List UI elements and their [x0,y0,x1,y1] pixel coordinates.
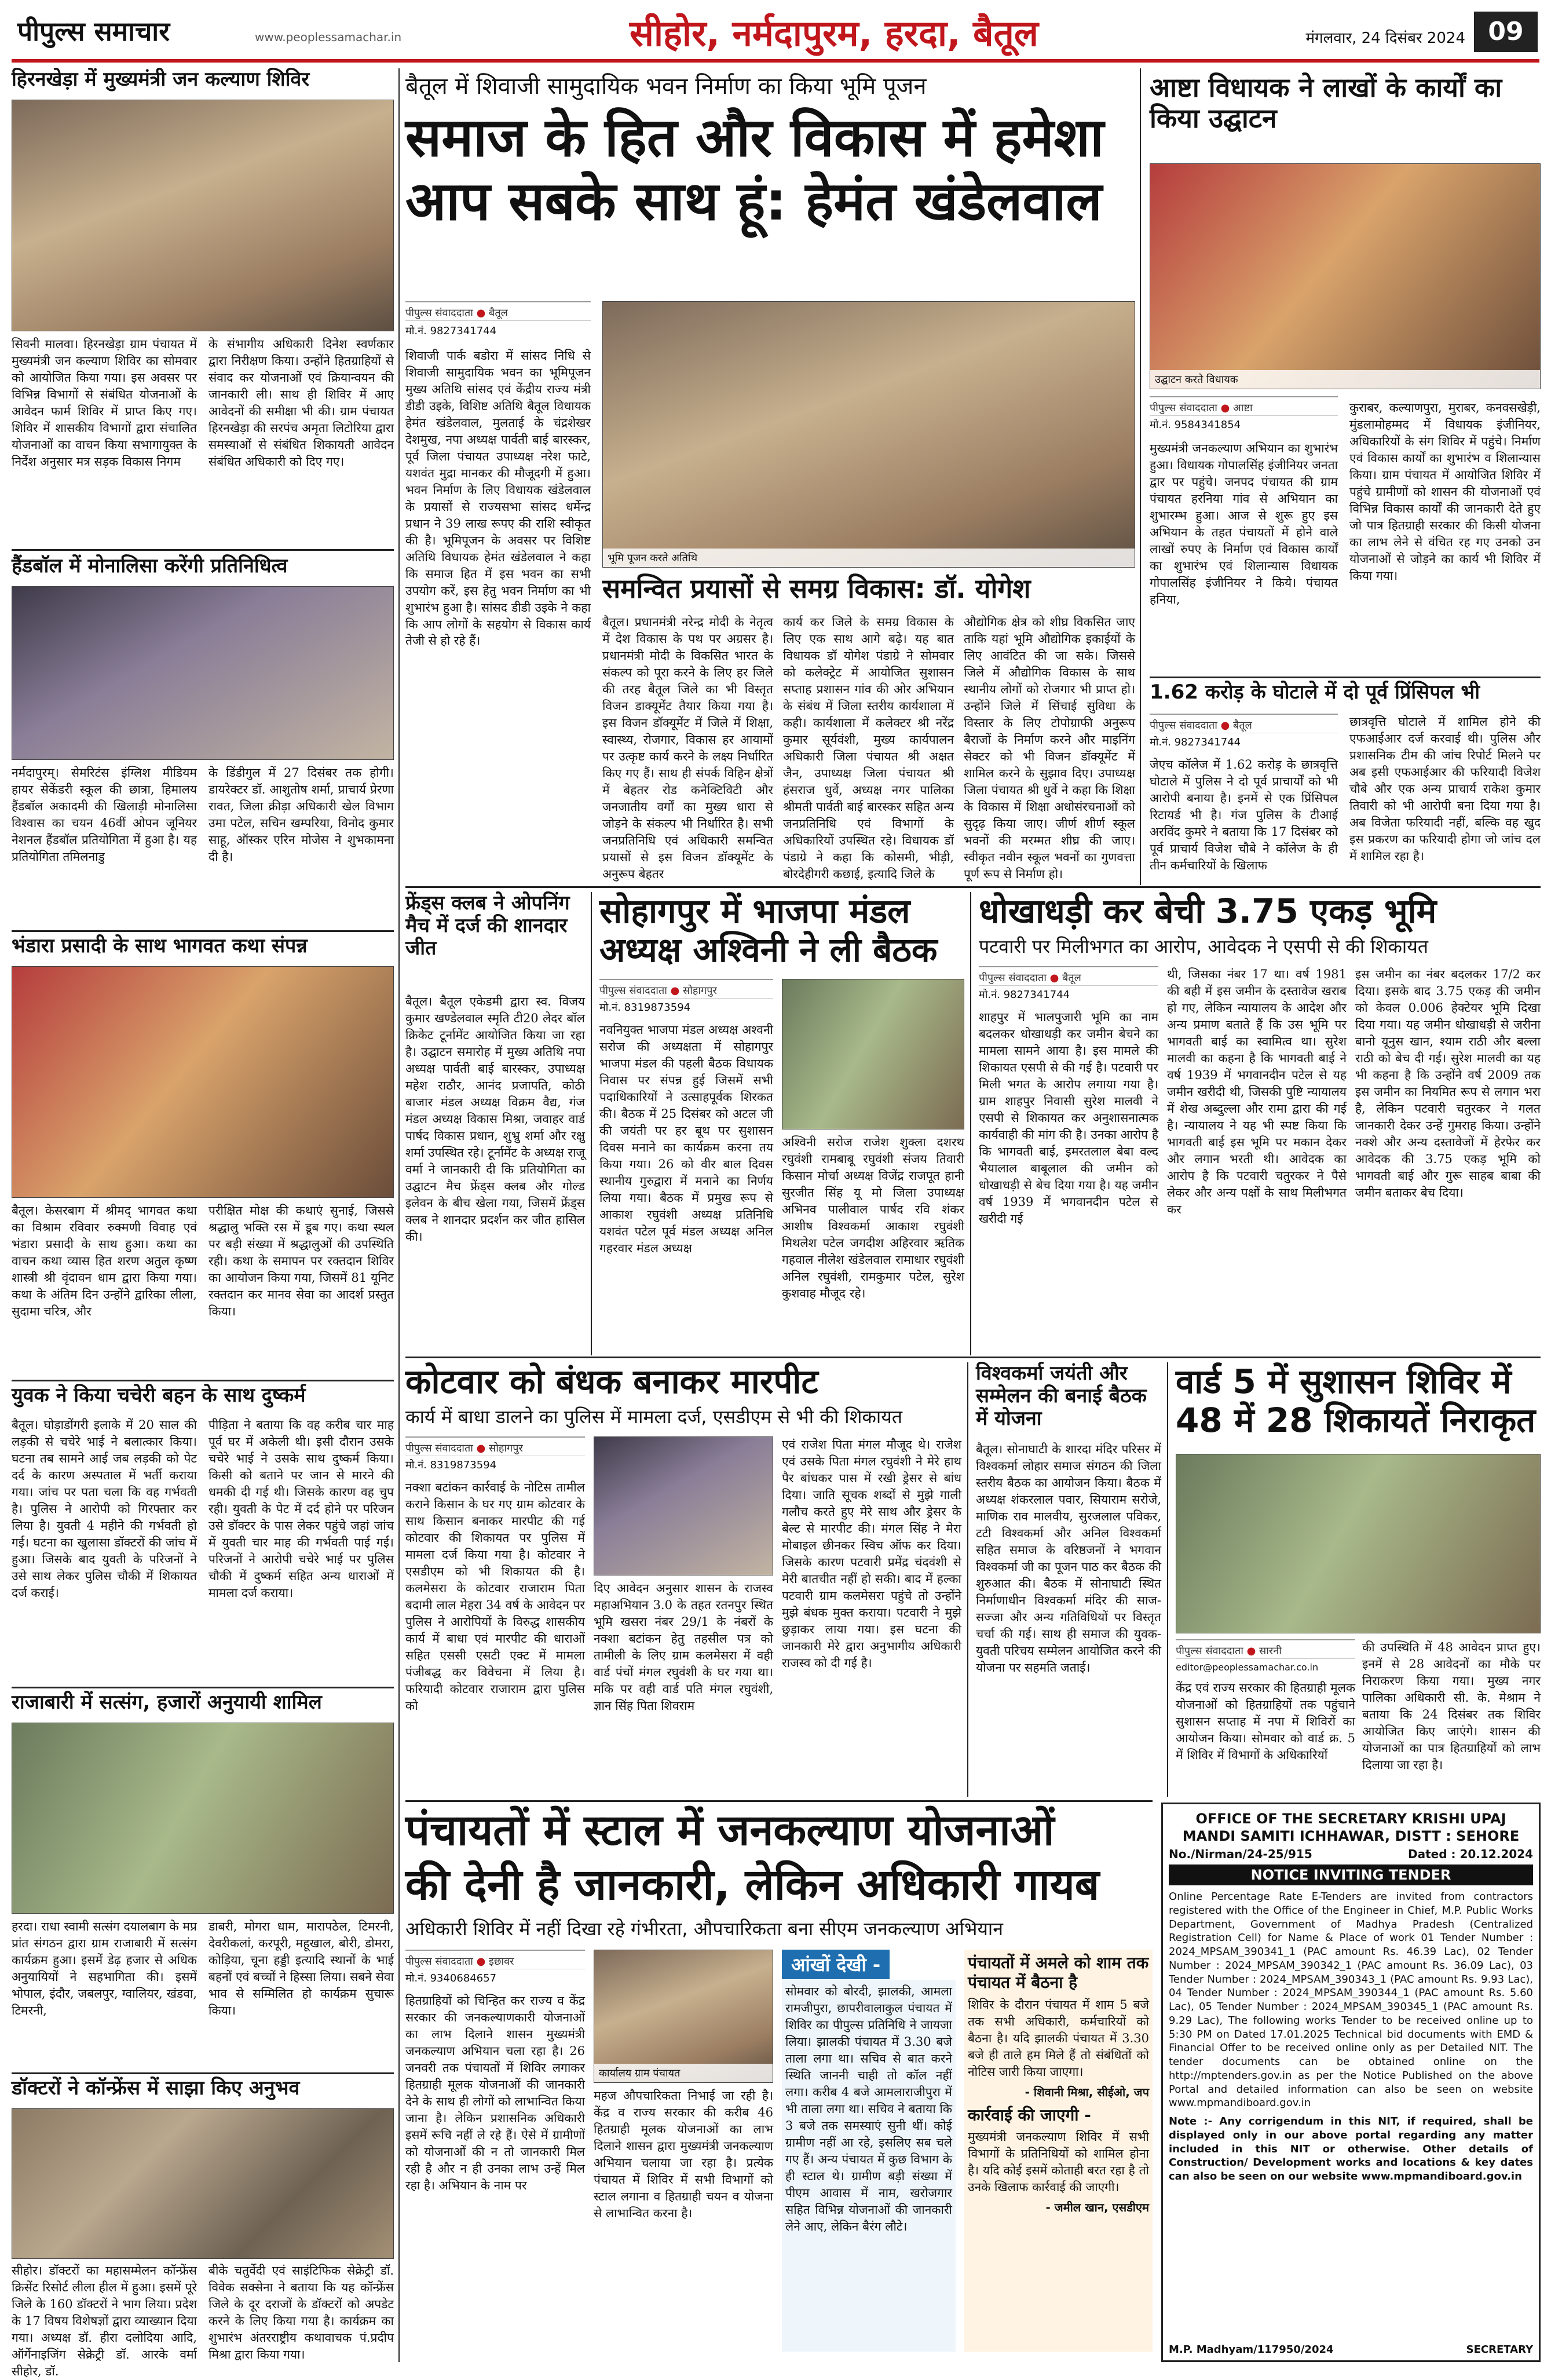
left-column [12,68,394,2378]
column-rule [967,1362,968,1797]
story-body: नर्मदापुरम्। सेमरिटंस इंग्लिश मीडियम हायर सेकेंडरी स्कूल की छात्रा, हिमालय हैंडबॉल अकादमी की खिलाड़ी मोनालिसा विश्वास का चयन 46वीं ओपन जूनियर नेशनल हैंडबॉल प्रतियोगिता में हुआ है। यह प्रतियोगिता तमिलनाडु [12,766,197,864]
lead-headline: समाज के हित और विकास में हमेशा [405,107,1104,169]
story-subheadline: पटवारी पर मिलीभगत का आरोप, आवेदक ने एसपी से की शिकायत [979,935,1429,957]
story-headline: फ्रेंड्स क्लब ने ओपनिंग मैच में दर्ज की शानदार जीत [405,891,570,960]
handball-photo [12,586,394,760]
story-headline: विश्वकर्मा जयंती और सम्मेलन की बनाई बैठक में योजना [976,1362,1147,1431]
panchayat-office-photo [594,1950,773,2083]
story-body: सीहोर। डॉक्टरों का महासम्मेलन कॉन्फ्रेंस क्रिसेंट रिसोर्ट लीला हील में हुआ। इसमें पूरे जिले के 160 डॉक्टरों ने भाग लिया। प्रदेश के 17 विषय विशेषज्ञों द्वारा व्याख्यान दिया गया। अध्यक्ष डॉ. हीरा दलोदिया आदि, ऑर्गेनाइजिंग सेक्रेट्री डॉ. आरके वर्मा सीहोर, डॉ. [12,2264,197,2378]
tender-date: Dated : 20.12.2024 [1408,1847,1533,1861]
story-body: मुख्यमंत्री जनकल्याण अभियान का शुभारंभ हुआ। विधायक गोपालसिंह इंजीनियर जनता द्वार पर पहुंचे। जनपद पंचायत की ग्राम पंचायत हरनिया गांव से अभियान का शुभारम्भ हुआ। आज से शुरू हुए इस अभियान के तहत पंचायतों में होने वाले लाखों रुपए के निर्माण एवं विकास कार्यों का शुभारंभ एवं शिलान्यास विधायक गोपालसिंह इंजीनियर ने किये। पंचायत हनिया, [1150,441,1338,606]
page-number: 09 [1474,12,1538,52]
masthead-rule [12,59,1539,63]
byline-mobile: मो.नं. 9827341744 [979,989,1070,1001]
box-credit: - जमील खान, एसडीएम [1045,2200,1149,2214]
lead-body: शिवाजी पार्क बडोरा में सांसद निधि से शिवाजी सामुदायिक भवन का भूमिपूजन मुख्य अतिथि सांसद एवं केंद्रीय राज्य मंत्री डीडी उइके, विशिष्ट अतिथि बैतूल विधायक हेमंत खंडेलवाल, मुलताई के चंद्रशेखर देशमुख, नपा अध्यक्ष पार्वती बाई बारस्कर, पूर्व जिला पंचायत उपाध्यक्ष नरेश फाटे, यशवंत मुद्रा मानकर की मौजूदगी में हुआ। भवन निर्माण के लिए विधायक खंडेलवाल के प्रयासों से राज्यसभा सांसद धर्मेन्द्र प्रधान ने 39 लाख रूपए की राशि स्वीकृत की है। भूमिपूजन के अवसर पर विशिष्ट अतिथि विधायक हेमंत खंडेलवाल ने कहा कि समाज हित में इस भवन का सभी उपयोग करें, इस हेतु भवन निर्माण का भी शुभारंभ हुआ है। सांसद डीडी उइके ने कहा कि आप लोगों के सहयोग से विकास कार्य तेजी से हो रहे हैं। [405,349,591,648]
byline-dateline: बैतूल [1062,972,1081,984]
official-quotes-box [964,1950,1153,2352]
column-rule [591,892,592,1355]
story-body: थी, जिसका नंबर 17 था। वर्ष 1981 की बही में इस जमीन के दस्तावेज खराब हो गए, लेकिन न्यायालय के आदेश और अन्य प्रमाण बताते हैं कि उस भूमि पर भागवती बाई का स्वामित्व था। सुरेश मालवी का कहना है कि भागवती बाई ने वर्ष 1939 में भगवानदीन पटेल से यह जमीन खरीदी थी, जिसकी पुष्टि न्यायालय में शेख अब्दुल्ला और रामा द्वारा की गई है। न्यायालय ने यह भी स्पष्ट किया कि भागवती बाई इस भूमि पर मकान देकर और लगान भरती थी। आवेदक का आरोप है कि पटवारी चतुरकर ने पैसे लेकर और अन्य पक्षों के साथ मिलीभगत कर [1167,967,1347,1216]
bullet-icon: ● [1220,402,1234,414]
eyewitness-body: सोमवार को बोरदी, झालकी, आमला रामजीपुरा, छापरीवालाकुल पंचायत में शिविर का पीपुल्स प्रतिनिधि ने जायजा लिया। झालकी पंचायत में 3.30 बजे ताला लगा था। सचिव से बात करने स्थिति जाननी चाही तो कॉल नहीं लगा। करीब 4 बजे आमलाराजीपुरा में भी ताला लगा था। सचिव ने बताया कि 3 बजे तक समस्याएं सुनी थीं। कोई ग्रामीण नहीं आ रहे, इसलिए सब चले गए हैं। अन्य पंचायत में कुछ विभाग के ही स्टाल थे। ग्रामीण बड़ी संख्या में पीएम आवास में नाम, खरोजगार सहित विभिन्न योजनाओं की जानकारी लेने आए, लेकिन बैरंग लौटे। [782,1980,956,2352]
story-body: सिवनी मालवा। हिरनखेड़ा ग्राम पंचायत में मुख्यमंत्री जन कल्याण शिविर का सोमवार को आयोजित किया गया। इस अवसर पर विभिन्न विभागों से संबंधित योजनाओं के आवेदन फार्म शिविर में प्राप्त किए गए। शिविर में शासकीय विभागों द्वारा संचालित योजनाओं का वाचन किया सभागायुक्त के निर्देश अनुसार मत्र सड़क विकास निगम [12,337,197,469]
byline-dateline: बैतूल [489,307,508,319]
ward5-camp-photo [1176,1454,1541,1633]
column-rule [1140,68,1141,885]
story-headline: हैंडबॉल में मोनालिसा करेंगी प्रतिनिधित्व [12,554,288,577]
divider [1150,677,1541,678]
story-headline: भंडारा प्रसादी के साथ भागवत कथा संपन्न [12,934,308,957]
column-rule [398,68,400,2362]
story-body: बीके चतुर्वेदी एवं साइंटिफिक सेक्रेट्री डॉ. विवेक सक्सेना ने बताया कि यह कॉन्फ्रेंस जिले के दूर दराजों के डॉक्टरों को अपडेट करने के लिए किया गया है। कार्यक्रम का शुभारंभ अंतरराष्ट्रीय कथावाचक पं.प्रदीप मिश्रा द्वारा किया गया। [208,2264,394,2361]
story-subheadline: कार्य में बाधा डालने का पुलिस में मामला दर्ज, एसडीएम से भी की शिकायत [405,1406,902,1428]
satsang-photo [12,1723,394,1914]
lead-headline: आप सबके साथ हूं: हेमंत खंडेलवाल [405,170,1102,232]
story-body: दिए आवेदन अनुसार शासन के राजस्व महाअभियान 3.0 के तहत रतनपुर स्थित भूमि खसरा नंबर 29/1 के नंबरों के नक्शा बटांकन हेतु तहसील पत्र को तामीली के लिए ग्राम कलमेसरा में वही वार्ड पंचों मंगल रघुवंशी के घर गया था। मकि पर वही वार्ड पति मंगल रघुवंशी, ज्ञान सिंह पिता शिवराम [594,1581,773,1713]
sohagpur-meeting-photo [782,979,964,1129]
tender-footer-ref: M.P. Madhyam/117950/2024 [1169,2344,1334,2356]
bottom-headline: पंचायतों में स्टाल में जनकल्याण योजनाओं [405,1805,1055,1855]
doctors-conference-photo [12,2108,394,2259]
tender-office: MANDI SAMITI ICHHAWAR, DISTT : SEHORE [1182,1828,1520,1844]
divider [12,1687,394,1688]
tender-footer [1169,2344,1533,2356]
photo-caption: भूमि पूजन करते अतिथि [603,549,1135,567]
story-body: की उपस्थिति में 48 आवेदन प्राप्त हुए। इनमें से 28 आवेदनों का मौके पर निराकरण किया गया। मुख्य नगर पालिका अधिकारी सी. के. मेश्राम ने बताया कि 24 दिसंबर तक शिविर आयोजित किए जाएंगे। शासन की योजनाओं का पात्र हितग्राहियों को लाभ दिलाया जा रहा है। [1362,1640,1541,1772]
tender-body: Online Percentage Rate E-Tenders are invited from contractors registered with the Office of the Engineer in Chief, M.P. Public Works Department, Government of Madhya Pradesh (Centralized Registration Cell) for Name & Place of work 01 Tender Number : 2024_MPSAM_390341_1 (PAC amount Rs. 46.39 Lac), 02 Tender Number : 2024_MPSAM_390342_1 (PAC amount Rs. 36.09 Lac), 03 Tender Number : 2024_MPSAM_390343_1 (PAC amount Rs. 9.93 Lac), 04 Tender Number : 2024_MPSAM_390344_1 (PAC amount Rs. 5.60 Lac), 05 Tender Number : 2024_MPSAM_390345_1 (PAC amount Rs. 9.29 Lac), The following works Tender to be received online up to 5:30 PM on Dated 17.01.2025 Technical bid documents with EMD & Financial Offer to be received online only as per Detailed NIT. The tender documents can be obtained online on the http://mptenders.gov.in as per the Notice Published on the above Portal and detailed information can also be seen on website www.mpmandiboard.gov.in [1169,1891,1533,2110]
box-title: कार्रवाई की जाएगी - [968,2105,1091,2125]
bullet-icon: ● [1220,719,1234,732]
byline [405,1436,585,1456]
story-body: नक्शा बटांकन कार्रवाई के नोटिस तामील कराने किसान के घर गए ग्राम कोटवार के साथ किसान बनाकर मारपीट की गई कोटवार की शिकायत पर पुलिस में मामला दर्ज किया गया है। कोटवार ने एसडीएम को भी शिकायत की है। कलमेसरा के कोटवार राजाराम पिता बदामी लाल मेहरा 34 वर्ष के आवेदन पर पुलिस ने आरोपियों के विरुद्ध शासकीय कार्य में बाधा एवं मारपीट की धाराओं सहित एससी एसटी एक्ट में मामला पंजीबद्ध कर विवेचना में लिया है। फरियादी कोटवार राजाराम द्वारा पुलिस को [405,1480,585,1713]
tender-notice [1161,1803,1541,2362]
divider [405,1357,1541,1358]
bottom-headline: की देनी है जानकारी, लेकिन अधिकारी गायब [405,1860,1099,1910]
photo-caption: उद्घाटन करते विधायक [1150,370,1540,389]
story-headline: वार्ड 5 में सुशासन शिविर में 48 में 28 शिकायतें निराकृत [1176,1362,1536,1440]
story-headline: हिरनखेड़ा में मुख्यमंत्री जन कल्याण शिविर [12,68,310,91]
byline-reporter: पीपुल्स संवाददाता [1176,1645,1243,1657]
byline-mobile: मो.नं. 9827341744 [1150,736,1241,748]
box-title: पंचायतों में अमले को शाम तक पंचायत में बैठना है [968,1953,1149,1992]
story-body: जेएच कॉलेज में 1.62 करोड़ के छात्रवृत्ति घोटाले में पुलिस ने दो पूर्व प्राचार्यों को भी आरोपी बनाया है। इनमें से एक प्रिंसिपल रिटायर्ड भी है। गंज पुलिस के टीआई अरविंद कुमरे ने बताया कि 17 दिसंबर को पूर्व प्राचार्य विजेश चौबे ने कॉलेज के ही तीन कर्मचारियों के खिलाफ [1150,758,1338,872]
tender-notice-title: NOTICE INVITING TENDER [1169,1864,1533,1885]
story-body: बैतूल। घोड़ाडोंगरी इलाके में 20 साल की लड़की से चचेरे भाई ने बलात्कार किया। घटना तब सामने आई जब लड़की को पेट दर्द के कारण अस्पताल में भर्ती कराया गया। जांच पर पता चला कि वह गर्भवती है। पुलिस ने आरोपी को गिरफ्तार कर लिया है। युवती 4 महीने की गर्भवती हो गई। घटना का खुलासा डॉक्टरों की जांच में हुआ। जिसके बाद युवती के परिजनों ने उसे साथ लेकर पुलिस चौकी में शिकायत दर्ज कराई। [12,1418,197,1600]
masthead-brand: पीपुल्स समाचार [17,16,170,47]
byline-dateline: बैतूल [1233,719,1252,732]
byline-reporter: पीपुल्स संवाददाता [1150,402,1217,414]
tender-office: OFFICE OF THE SECRETARY KRISHI UPAJ [1195,1811,1506,1827]
byline-reporter: पीपुल्स संवाददाता [405,1955,473,1968]
eyewitness-label: आंखों देखी - [782,1950,890,1979]
story-body: डाबरी, मोगरा धाम, मारापठेल, टिमरनी, देवरीकलां, करपूरी, महूखाल, बोरी, डोमरा, कोड़िया, चूना हड्डी इत्यादि स्थानों के भाई बहनों एवं बच्चों ने हिस्सा लिया। सबने सेवा भाव से सम्मिलित हो कार्यक्रम सुचारू किया। [208,1920,394,2017]
camp-photo [12,100,394,331]
divider [12,2072,394,2074]
byline-reporter: पीपुल्स संवाददाता [599,985,667,997]
divider [405,1800,1153,1802]
photo-caption: कार्यालय ग्राम पंचायत [594,2064,773,2082]
story-headline: धोखाधड़ी कर बेची 3.75 एकड़ भूमि [979,891,1437,931]
story-body: नवनियुक्त भाजपा मंडल अध्यक्ष अश्वनी सरोज की अध्यक्षता में सोहागपुर भाजपा मंडल की पहली बैठक विधायक निवास पर संपन्न हुई जिसमें सभी पदाधिकारियों ने उत्साहपूर्वक शिरकत की। बैठक में 25 दिसंबर को अटल जी की जयंती पर हर बूथ पर सुशासन दिवस मनाने का कार्यक्रम करना तय किया गया। 26 को वीर बाल दिवस स्थानीय गुरुद्वारा में मनाने का निर्णय लिया गया। बैठक में प्रमुख रूप से आकाश रघुवंशी अध्यक्ष प्रतिनिधि यशवंत पटेल पूर्व मंडल अध्यक्ष अनिल गहरवार मंडल अध्यक्ष [599,1023,773,1255]
kotwar-photo [594,1436,773,1575]
story-headline: आष्टा विधायक ने लाखों के कार्यों का किया उद्घाटन [1150,72,1502,134]
bhagwat-katha-photo [12,966,394,1198]
story-body: हरदा। राधा स्वामी सत्संग दयालबाग के मप्र प्रांत संगठन द्वारा ग्राम राजाबारी में सत्संग कार्यक्रम हुआ। इसमें डेढ़ हजार से अधिक अनुयायियों ने सहभागिता की। इसमें भोपाल, इंदौर, जबलपुर, ग्वालियर, खंडवा, टिमरनी, [12,1920,197,2017]
lead-kicker: बैतूल में शिवाजी सामुदायिक भवन निर्माण का किया भूमि पूजन [405,73,927,100]
column-rule [1167,1362,1168,1797]
bullet-icon: ● [476,1442,489,1454]
story-body: इस जमीन का नंबर बदलकर 17/2 कर दिया। इसके बाद 3.75 एकड़ की जमीन को केवल 0.006 हेक्टेयर भूमि दिखा दिया गया। यह जमीन धोखाधड़ी से जरीना बानो यूनुस खान, श्याम राठी और बल्ला राठी को बेच दी गई। सुरेश मालवी का यह भी कहना है कि उन्होंने वर्ष 2009 तक इस जमीन का नियमित रूप से लगान भरा है, लेकिन पटवारी चतुरकर ने गलत जानकारी देकर उन्हें गुमराह किया। उन्होंने नक्शे और अन्य दस्तावेजों में हेरफेर कर आवेदक की 3.75 एकड़ भूमि को भागवती बाई और गुरू साहब बाबा की जमीन बताकर बेच दिया। [1355,967,1541,1200]
story-body: पीड़िता ने बताया कि वह करीब चार माह पूर्व घर में अकेली थी। इसी दौरान उसके चचेरे भाई ने उसके साथ दुष्कर्म किया। किसी को बताने पर जान से मारने की धमकी दी गई थी। जिसके कारण वह चुप रही। युवती के पेट में दर्द होने पर परिजन उसे डॉक्टर के पास लेकर पहुंचे जहां जांच में युवती चार माह की गर्भवती पाई गई। परिजनों ने आरोपी चचेरे भाई पर पुलिस चौकी में दुष्कर्म सहित अन्य धाराओं में मामला दर्ज कराया। [208,1418,394,1600]
lead-photo [602,301,1135,568]
story-body: शाहपुर में भालपुजारी भूमि का नाम बदलकर धोखाधड़ी कर जमीन बेचने का मामला सामने आया है। इस मामले की शिकायत एसपी से की गई है। पटवारी पर मिली भगत के आरोप लगाया गया है। ग्राम शाहपुर निवासी सुरेश मालवी ने एसपी से शिकायत कर अनुशासनात्मक कार्यवाही की मांग की है। उनका आरोप है कि भागवती बाई, इमरतलाल बेबा वल्द भैयालाल बाबूलाल की जमीन को धोखाधड़ी से बेच दिया गया है। यह जमीन वर्ष 1939 में भगवानदीन पटेल से खरीदी गई [979,1010,1158,1226]
byline [1176,1639,1355,1659]
story-body: परीक्षित मोक्ष की कथाएं सुनाई, जिससे श्रद्धालु भक्ति रस में डूब गए। कथा स्थल पर बड़ी संख्या में श्रद्धालुओं की उपस्थिति रही। कथा के समापन पर रक्तदान शिविर का आयोजन किया गया, जिसमें 81 यूनिट रक्तदान कर मानव सेवा का आदर्श प्रस्तुत किया। [208,1204,394,1318]
story-body: बैतूल। केसरबाग में श्रीमद् भागवत कथा का विश्राम रविवार रुक्मणी विवाह एवं भंडारा प्रसादी के साथ हुआ। कथा का वाचन कथा व्यास हित शरण अतुल कृष्ण शास्त्री श्री वृंदावन धाम द्वारा किया गया। कथा के अंतिम दिन उन्होंने द्वारिका लीला, सुदामा चरित्र, और [12,1204,197,1318]
bullet-icon: ● [670,985,683,997]
section-title: सीहोर, नर्मदापुरम, हरदा, बैतूल [630,12,1038,54]
story-headline: युवक ने किया चचेरी बहन के साथ दुष्कर्म [12,1384,306,1407]
bottom-subheadline: अधिकारी शिविर में नहीं दिखा रहे गंभीरता, औपचारिकता बना सीएम जनकल्याण अभियान [405,1918,1003,1940]
divider [12,549,394,551]
byline [979,966,1158,986]
byline-reporter: पीपुल्स संवाददाता [979,972,1047,984]
byline-dateline: आष्टा [1233,402,1253,414]
byline-dateline: इछावर [489,1955,514,1968]
byline [405,301,591,321]
byline-email[interactable]: editor@peoplessamachar.co.in [1176,1662,1319,1673]
divider [405,886,1541,888]
story-headline: सोहागपुर में भाजपा मंडल अध्यक्ष अश्विनी ने ली बैठक [599,891,938,970]
story-body: कुराबर, कल्याणपुरा, मुराबर, कनवसखेड़ी, मुंडलामोहम्मद में विधायक इंजीनियर, अधिकारियों के संग शिविर में पहुंचे। निर्माण एवं विकास कार्यों का शुभारंभ व शिलान्यास किया। ग्राम पंचायत में आयोजित शिविर में पहुंचे ग्रामीणों को शासन की योजनाओं एवं विभिन्न विकास कार्यों की जानकारी देते हुए जो पात्र हितग्राही सरकार की किसी योजना का लाभ लेने से वंचित रह गए उनको उन योजनाओं से जोड़ने का कार्य भी शिविर में किया गया। [1349,401,1541,583]
byline-mobile: मो.नं. 9340684657 [405,1972,497,1984]
byline [1150,396,1338,416]
bullet-icon: ● [476,307,489,319]
byline-mobile: मो.नं. 8319873594 [405,1459,497,1471]
sub-body: बैतूल। प्रधानमंत्री नरेन्द्र मोदी के नेतृत्व में देश विकास के पथ पर अग्रसर है। प्रधानमंत्री मोदी के विकसित भारत के संकल्प को पूरा करने के लिए हर जिले की तरह बैतूल जिले का भी विस्तृत विजन डाक्यूमेंट तैयार किया गया है। इस विजन डॉक्यूमेंट में जिले में शिक्षा, स्वास्थ्य, रोजगार, विकास हर आयामों पर उत्कृष्ट कार्य करने के लक्ष्य निर्धारित किए गए हैं। साथ ही संपर्क विहिन क्षेत्रों में बेहतर रोड कनेक्टिविटी और जनजातीय वर्गों का मुख्य धारा से जोड़ने के संकल्प भी निर्धारित है। सभी जनप्रतिनिधि एवं अधिकारी समन्वित प्रयासों से इस विजन डॉक्यूमेंट के अनुरूप बेहतर [602,615,773,881]
bullet-icon: ● [1049,972,1063,984]
story-body: बैतूल। बैतूल एकेडमी द्वारा स्व. विजय कुमार खण्डेलवाल स्मृति टी20 लेदर बॉल क्रिकेट टूर्नामेंट आयोजित किया जा रहा है। उद्घाटन समारोह में मुख्य अतिथि नपा अध्यक्ष पार्वती बाई बारस्कर, उपाध्यक्ष महेश राठौर, आनंद प्रजापति, कोठी बाजार मंडल अध्यक्ष विक्रम वैद्य, गंज मंडल अध्यक्ष विकास मिश्रा, जवाहर वार्ड पार्षद विकास प्रधान, शुभ्रु शर्मा और रक्षु शर्मा उपस्थित रहे। टूर्नामेंट के अध्यक्ष राजू वर्मा ने जानकारी दी कि प्रतियोगिता का उद्घाटन मैच फ्रेंड्स क्लब और गोल्ड इलेवन के बीच खेला गया, जिसमें फ्रेंड्स क्लब ने शानदार प्रदर्शन कर जीत हासिल की। [405,995,585,1244]
story-headline: राजाबारी में सत्संग, हजारों अनुयायी शामिल [12,1691,322,1714]
box-body: मुख्यमंत्री जनकल्याण शिविर में सभी विभागों के प्रतिनिधियों को शामिल होना है। यदि कोई इसमें कोताही बरत रहा है तो उनके खिलाफ कार्रवाई की जाएगी। [968,2129,1149,2194]
box-body: शिविर के दौरान पंचायत में शाम 5 बजे तक सभी अधिकारी, कर्मचारियों को बैठना है। यदि झालकी पंचायत में 3.30 बजे ही ताले हम मिले हैं तो संबंधितों को नोटिस जारी किया जाएगा। [968,1998,1149,2079]
ashta-photo [1150,163,1541,389]
tender-note: Note :- Any corrigendum in this NIT, if required, shall be displayed only in our above portal regarding any matter included in this NIT or otherwise. Other details of Construction/ Development works and locations & key dates can also be seen on our website www.mpmandiboard.gov.in [1169,2115,1533,2182]
byline-dateline: सोहागपुर [489,1442,523,1454]
eyewitness-label-wrap [782,1950,956,1976]
divider [12,1380,394,1381]
box-credit: - शिवानी मिश्रा, सीईओ, जप [1025,2085,1149,2100]
byline [599,979,773,999]
sub-body: कार्य कर जिले के समग्र विकास के लिए एक साथ आगे बढ़े। यह बात विधायक डॉ योगेश पंडाग्रे ने सोमवार को कलेक्ट्रेट में आयोजित सुशासन सप्ताह प्रशासन गांव की ओर अभियान के संबंध में जिला स्तरीय कार्यशाला में कही। कार्यशाला में कलेक्टर श्री नरेंद्र कुमार सूर्यवंशी, मुख्य कार्यपालन अधिकारी जिला पंचायत श्री अक्षत जैन, उपाध्यक्ष जिला पंचायत श्री हंसराज धुर्वे, अध्यक्ष नगर पालिका श्रीमती पार्वती बाई बारस्कर सहित अन्य जनप्रतिनिधि एवं विभागों के अधिकारियों उपस्थित रहे। विधायक डॉ पंडाग्रे ने कहा कि कोसमी, भीड़ी, बोरदेहीगरी कछाई, इत्यादि जिले के [783,615,954,881]
byline [405,1950,585,1969]
sub-headline: समन्वित प्रयासों से समग्र विकास: डॉ. योगेश [602,573,1031,604]
byline-reporter: पीपुल्स संवाददाता [405,1442,473,1454]
story-headline: 1.62 करोड़ के घोटाले में दो पूर्व प्रिंसिपल भी [1150,681,1480,704]
tender-ref-row [1169,1847,1533,1861]
story-headline: कोटवार को बंधक बनाकर मारपीट [405,1362,818,1401]
story-body: हितग्राहियों को चिन्हित कर राज्य व केंद्र सरकार की जनकल्याणकारी योजनाओं का लाभ दिलाने शासन मुख्यमंत्री जनकल्याण अभियान चला रहा है। 26 जनवरी तक पंचायतों में शिविर लगाकर हितग्राही मूलक योजनाओं की जानकारी देने के साथ ही लोगों को लाभान्वित किया जाना है। लेकिन प्रशासनिक अधिकारी इसमें रूचि नहीं ले रहे हैं। ऐसे में ग्रामीणों को योजनाओं की न तो जानकारी मिल रही है और न ही उनका लाभ उन्हें मिल रहा है। अभियान के नाम पर [405,1994,585,2192]
masthead-url[interactable]: www.peoplessamachar.in [255,30,402,44]
bullet-icon: ● [476,1955,489,1968]
story-body: बैतूल। सोनाघाटी के शारदा मंदिर परिसर में विश्वकर्मा लोहार समाज संगठन की जिला स्तरीय बैठक का आयोजन किया। बैठक में अध्यक्ष शंकरलाल पवार, सियाराम सरोजे, माणिक राव मालवीय, सुरजलाल पविकर, टटी विश्वकर्मा और अनिल विश्वकर्मा सहित समाज के वरिष्ठजनों ने भगवान विश्वकर्मा जी का पूजन पाठ कर बैठक की शुरुआत की। बैठक में सोनाघाटी स्थित निर्माणाधीन विश्वकर्मा मंदिर की साज-सज्जा और अन्य गतिविधियों पर विस्तृत चर्चा की गई। साथ ही समाज की युवक-युवती परिचय सम्मेलन आयोजित करने की योजना पर सहमति जताई। [976,1442,1161,1675]
sub-body: औद्योगिक क्षेत्र को शीघ्र विकसित जाए ताकि यहां भूमि औद्योगिक इकाईयों के लिए आवंटित की जा सके। जिससे जिले में औद्योगिक विकास के साथ स्थानीय लोगों को रोजगार भी प्राप्त हो। उन्होंने जिले में सिंचाई सुविधा के विस्तार के लिए टोपोग्राफी अनुरूप बैराजों के निर्माण करने और माइनिंग सेक्टर को भी विजन डॉक्यूमेंट में शामिल करने के सुझाव दिए। उपाध्यक्ष जिला पंचायत श्री धुर्वे ने कहा कि शिक्षा के विकास में शिक्षा अधोसंरचनाओं को सुदृढ़ किया जाए। जीर्ण शीर्ण स्कूल भवनों की मरम्मत शीघ्र की जाए। स्वीकृत नवीन स्कूल भवनों का गुणवत्ता पूर्ण रूप से निर्माण हो। [964,615,1135,881]
divider [12,930,394,932]
byline-reporter: पीपुल्स संवाददाता [405,307,473,319]
byline-dateline: सारनी [1259,1645,1282,1657]
byline-mobile: मो.नं. 8319873594 [599,1001,691,1014]
story-body: के डिंडीगुल में 27 दिसंबर तक होगी। डायरेक्टर डॉ. आशुतोष शर्मा, प्राचार्य प्रेरणा रावत, जिला क्रीड़ा अधिकारी खेल विभाग उमा पटेल, सचिन खम्परिया, विनोद कुमार साहू, ऑस्कर एरिन मोजेस ने शुभकामना दी है। [208,766,394,864]
byline-mobile: मो.नं. 9584341854 [1150,419,1241,431]
byline-dateline: सोहागपुर [683,985,717,997]
byline [1150,714,1338,733]
bullet-icon: ● [1246,1645,1260,1657]
story-body: के संभागीय अधिकारी दिनेश स्वर्णकार द्वारा निरीक्षण किया। उन्होंने हितग्राहियों से संवाद कर योजनाओं एवं क्रियान्वयन की जानकारी ली। साथ ही शिविर में आए आवेदनों की समीक्षा भी की। ग्राम पंचायत हिरनखेड़ा की सरपंच अमृता लिटोरिया द्वारा समस्याओं से संबंधित शिकायती आवेदन संबंधित अधिकारी को दिए गए। [208,337,394,469]
story-body: केंद्र एवं राज्य सरकार की हितग्राही मूलक योजनाओं को हितग्राहियों तक पहुंचाने सुशासन सप्ताह में नपा में शिविरों का आयोजन किया। सोमवार को वार्ड क्र. 5 में शिविर में विभागों के अधिकारियों [1176,1681,1355,1762]
issue-date: मंगलवार, 24 दिसंबर 2024 [1305,30,1465,47]
story-body: अश्विनी सरोज राजेश शुक्ला दशरथ रघुवंशी रामबाबू रघुवंशी संजय तिवारी किसान मोर्चा अध्यक्ष विजेंद्र राजपूत हानी सुरजीत सिंह यू मो जिला उपाध्यक्ष अभिनव पालीवाल पार्षद रवि शंकर आशीष विश्वकर्मा आकाश रघुवंशी मिथलेश पटेल जगदीश अहिरवार ऋतिक गहवाल नीलेश खंडेलवाल रामाधार रघुवंशी अनिल रघुवंशी, रामकुमार पटेल, सुरेश कुशवाह मौजूद रहे। [782,1135,964,1300]
byline-mobile: मो.नं. 9827341744 [405,325,497,337]
story-headline: डॉक्टरों ने कॉन्फ्रेंस में साझा किए अनुभव [12,2076,300,2100]
tender-number: No./Nirman/24-25/915 [1169,1847,1312,1861]
byline-reporter: पीपुल्स संवाददाता [1150,719,1217,732]
tender-signatory: SECRETARY [1466,2344,1533,2356]
story-body: महज औपचारिकता निभाई जा रही है। केंद्र व राज्य सरकार की करीब 46 हितग्राही मूलक योजनाओं का लाभ दिलाने शासन द्वारा मुख्यमंत्री जनकल्याण अभियान चलाया जा रहा है। प्रत्येक पंचायत में शिविर में सभी विभागों को स्टाल लगाना व हितग्राही चयन व योजना से लाभान्वित करना है। [594,2089,773,2220]
story-body: एवं राजेश पिता मंगल मौजूद थे। राजेश एवं उसके पिता मंगल रघुवंशी ने मेरे हाथ पैर बांधकर पास में रखी ड्रेसर से बांध दिया। जाति सूचक शब्दों से मुझे गाली गलौच करते हुए मेरे साथ और ड्रेसर के बेल्ट से मारपीट की। मंगल सिंह ने मेरा मोबाइल छीनकर स्विच ऑफ कर दिया। जिसके कारण पटवारी प्रमेंद्र चंदवंशी से मेरी बातचीत नहीं हो सकी। बाद में हल्का पटवारी ग्राम कलमेसरा पहुंचे तो उन्होंने मुझे बंधक मुक्त कराया। पटवारी ने मुझे छुड़ाकर लाया गया। इस घटना की जानकारी मेरे द्वारा अनुभागीय अधिकारी राजस्व को दी गई है। [782,1438,961,1670]
column-rule [970,892,971,1355]
story-body: छात्रवृत्ति घोटाले में शामिल होने की एफआईआर दर्ज करवाई थी। पुलिस और प्रशासनिक टीम की जांच रिपोर्ट मिलने पर अब इसी एफआईआर की फरियादी विजेश चौबे और एक अन्य प्राचार्य राकेश कुमार तिवारी को भी आरोपी बना दिया गया है। अब विजेता फरियादी नहीं, बल्कि वह खुद इस प्रकरण का फरियादी होगा जो जांच दल में शामिल रहा है। [1349,715,1541,863]
